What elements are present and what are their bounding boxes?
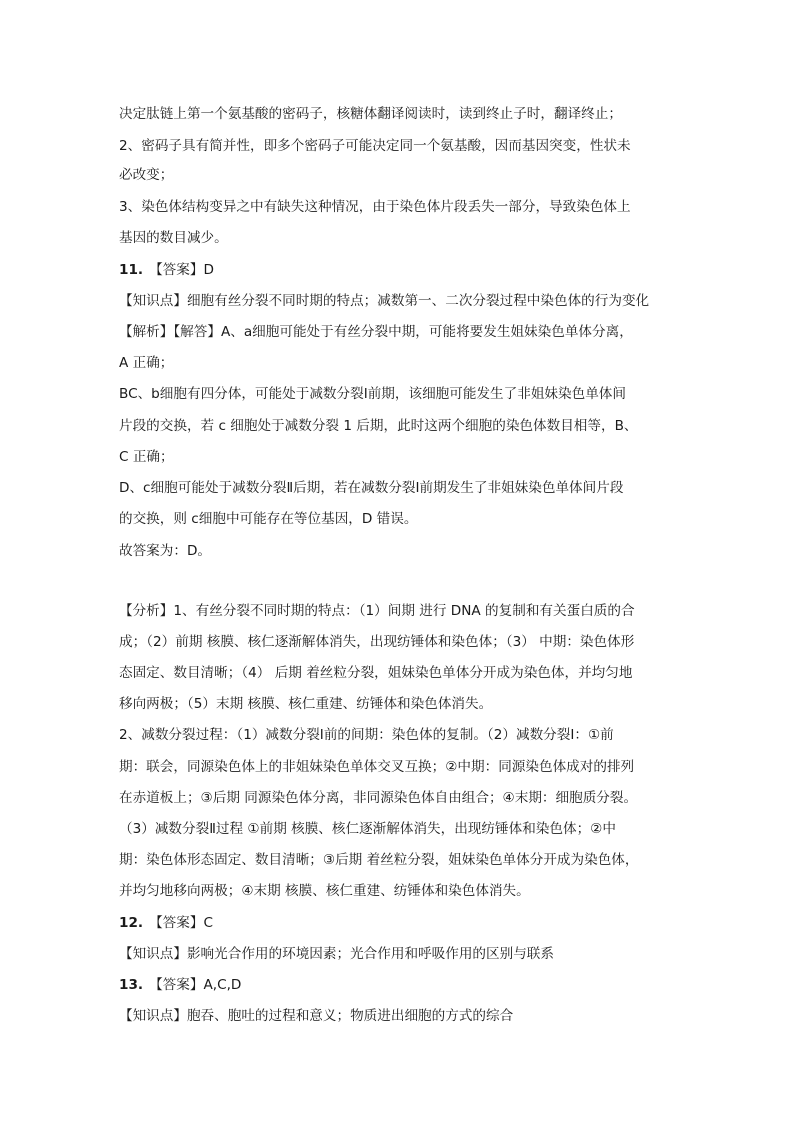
question-number: 12.: [119, 915, 144, 931]
knowledge-point: 【知识点】胞吞、胞吐的过程和意义；物质进出细胞的方式的综合: [119, 1008, 514, 1024]
text-line: 基因的数目减少。: [119, 230, 228, 246]
question-number: 13.: [119, 977, 144, 993]
text-line: 2、减数分裂过程：（1）减数分裂Ⅰ前的间期：染色体的复制。（2）减数分裂Ⅰ：①前: [119, 727, 614, 743]
text-line: A 正确；: [119, 355, 174, 371]
answer-heading-12: [119, 913, 213, 933]
text-line: 在赤道板上；③后期 同源染色体分离，非同源染色体自由组合；④末期：细胞质分裂。: [119, 790, 638, 806]
text-line: 的交换，则 c细胞中可能存在等位基因，D 错误。: [119, 511, 418, 527]
text-line: 决定肽链上第一个氨基酸的密码子，核糖体翻译阅读时，读到终止子时，翻译终止；: [119, 106, 622, 122]
text-line: 故答案为：D。: [119, 543, 212, 559]
text-line: 3、染色体结构变异之中有缺失这种情况，由于染色体片段丢失一部分，导致染色体上: [119, 199, 631, 215]
analysis-line: 【分析】1、有丝分裂不同时期的特点：（1）间期 进行 DNA 的复制和有关蛋白质的合: [119, 603, 635, 619]
text-line: 期：联会，同源染色体上的非姐妹染色单体交叉互换；②中期：同源染色体成对的排列: [119, 759, 635, 775]
answer-heading-13: [119, 975, 241, 995]
text-line: 片段的交换，若 c 细胞处于减数分裂 1 后期，此时这两个细胞的染色体数目相等，B、: [119, 418, 638, 434]
text-line: 2、密码子具有简并性，即多个密码子可能决定同一个氨基酸，因而基因突变，性状未: [119, 138, 631, 154]
text-line: D、c细胞可能处于减数分裂Ⅱ后期，若在减数分裂Ⅰ前期发生了非姐妹染色单体间片段: [119, 480, 624, 496]
text-line: 成；（2）前期 核膜、核仁逐渐解体消失，出现纺锤体和染色体；（3） 中期：染色体形: [119, 634, 635, 650]
text-line: 态固定、数目清晰；（4） 后期 着丝粒分裂，姐妹染色单体分开成为染色体，并均匀地: [119, 665, 633, 681]
text-line: 移向两极；（5）末期 核膜、核仁重建、纺锤体和染色体消失。: [119, 696, 493, 712]
knowledge-point: 【知识点】影响光合作用的环境因素；光合作用和呼吸作用的区别与联系: [119, 946, 554, 962]
text-line: 期：染色体形态固定、数目清晰；③后期 着丝粒分裂，姐妹染色单体分开成为染色体，: [119, 852, 639, 868]
text-line: 必改变；: [119, 167, 174, 183]
answer-label: 【答案】C: [149, 915, 213, 931]
text-line: 并均匀地移向两极；④末期 核膜、核仁重建、纺锤体和染色体消失。: [119, 883, 530, 899]
answer-label: 【答案】A,C,D: [149, 977, 242, 993]
answer-heading-11: [119, 260, 214, 280]
answer-label: 【答案】D: [149, 262, 214, 278]
text-line: C 正确；: [119, 449, 174, 465]
text-line: 【解析】【解答】A、a细胞可能处于有丝分裂中期，可能将要发生姐妹染色单体分离，: [119, 324, 633, 340]
text-line: BC、b细胞有四分体，可能处于减数分裂Ⅰ前期，该细胞可能发生了非姐妹染色单体间: [119, 386, 626, 402]
text-line: （3）减数分裂Ⅱ过程 ①前期 核膜、核仁逐渐解体消失，出现纺锤体和染色体；②中: [119, 821, 616, 837]
knowledge-point: 【知识点】细胞有丝分裂不同时期的特点；减数第一、二次分裂过程中染色体的行为变化: [119, 293, 650, 309]
question-number: 11.: [119, 262, 144, 278]
